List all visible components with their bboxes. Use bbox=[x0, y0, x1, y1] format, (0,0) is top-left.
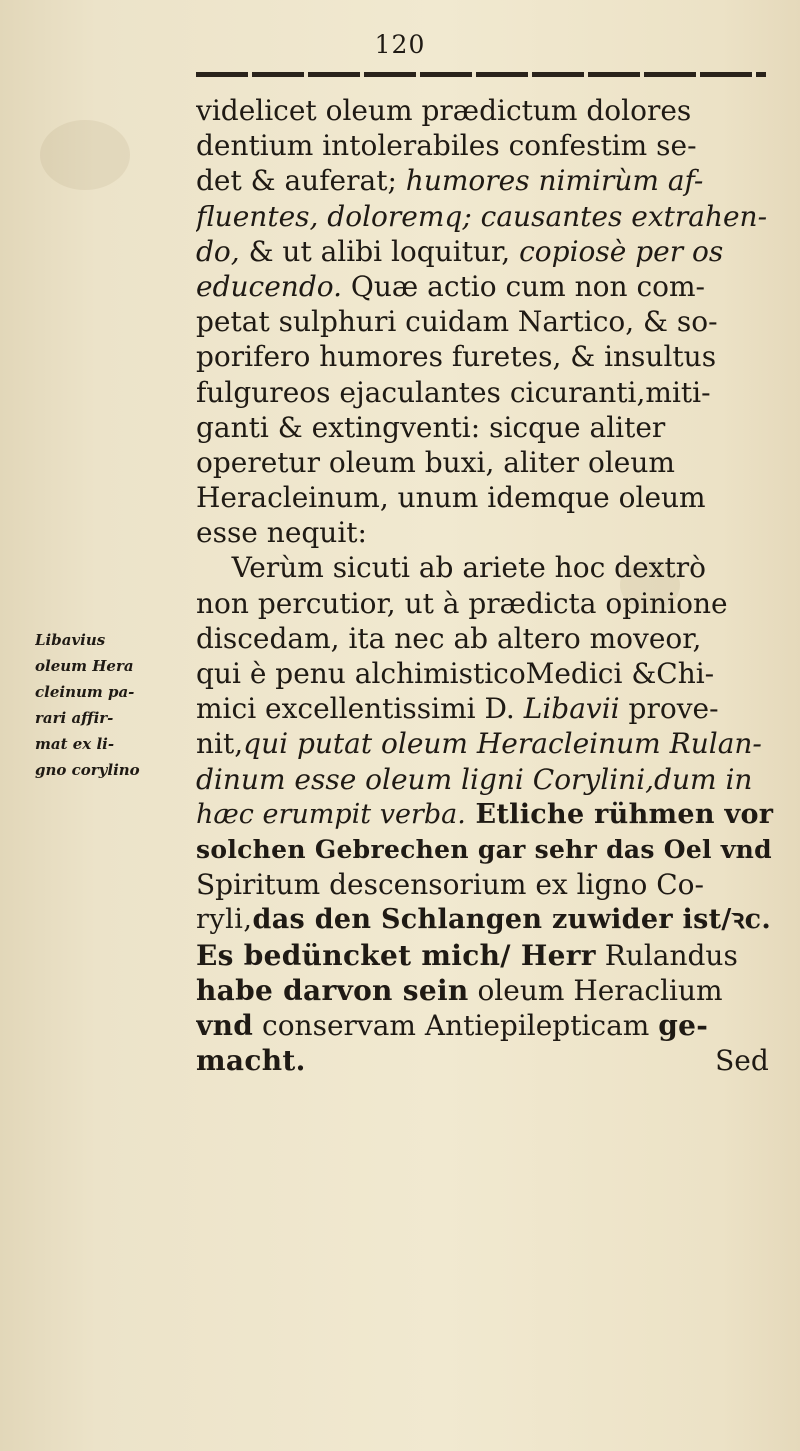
text-line bbox=[196, 128, 776, 163]
text-segment: copiosè per os bbox=[519, 234, 724, 268]
page-number: 120 bbox=[374, 30, 426, 59]
text-segment: ryli, bbox=[196, 904, 253, 936]
text-segment: habe darvon sein bbox=[196, 973, 469, 1007]
header-rule bbox=[196, 72, 766, 77]
text-line bbox=[196, 797, 776, 832]
text-segment: dentium intolerabiles confestim se- bbox=[196, 129, 697, 163]
text-segment: Verùm sicuti ab ariete hoc dextrò bbox=[196, 551, 706, 585]
text-segment: porifero humores furetes, & insultus bbox=[196, 340, 717, 374]
text-segment: non percutior, ut à prædicta opinione bbox=[196, 586, 728, 620]
text-segment: ganti & extingventi: sicque aliter bbox=[196, 410, 666, 444]
text-line bbox=[196, 339, 776, 374]
text-line bbox=[196, 163, 776, 198]
text-segment: Rulandus bbox=[595, 938, 738, 972]
text-segment: & ut alibi loquitur, bbox=[239, 234, 520, 268]
text-segment: ge- bbox=[658, 1008, 709, 1042]
margin-note-line: gno corylino bbox=[35, 761, 140, 779]
text-line bbox=[196, 550, 776, 585]
text-segment: hæc erumpit verba. bbox=[196, 798, 466, 830]
text-segment: qui è penu alchimisticoMedici &Chi- bbox=[196, 657, 715, 690]
text-line bbox=[196, 199, 776, 234]
text-segment: vnd bbox=[196, 1008, 254, 1042]
text-segment: fluentes, doloremq; causantes extrahen- bbox=[196, 199, 768, 233]
text-line bbox=[196, 691, 776, 726]
text-segment: operetur oleum buxi, aliter oleum bbox=[196, 445, 675, 479]
text-segment: det & auferat; bbox=[196, 164, 406, 198]
text-segment: oleum Heraclium bbox=[468, 973, 723, 1007]
text-line bbox=[196, 1043, 776, 1078]
text-segment: videlicet oleum prædictum dolores bbox=[196, 94, 692, 127]
text-line bbox=[196, 269, 776, 304]
text-segment: Quæ actio cum non com- bbox=[342, 269, 706, 303]
text-segment: Sed bbox=[305, 1044, 769, 1078]
text-line bbox=[196, 726, 776, 761]
text-segment: Etliche rühmen vor bbox=[465, 798, 774, 830]
text-line bbox=[196, 480, 776, 515]
paper-stain bbox=[40, 120, 130, 190]
text-segment: do, bbox=[196, 234, 240, 268]
text-line bbox=[196, 1008, 776, 1043]
text-line bbox=[196, 234, 776, 269]
text-segment: humores nimirùm af- bbox=[405, 164, 704, 198]
text-segment: educendo. bbox=[196, 269, 343, 303]
text-segment: das den Schlangen zuwider ist/ꝛc. bbox=[252, 904, 772, 936]
text-segment: solchen Gebrechen gar sehr das Oel vnd bbox=[196, 834, 772, 864]
text-segment: macht. bbox=[196, 1044, 306, 1078]
body-text bbox=[196, 93, 776, 1078]
text-segment: discedam, ita nec ab altero moveor, bbox=[196, 621, 702, 655]
text-segment: qui putat oleum Heracleinum Rulan- bbox=[243, 727, 762, 761]
text-line bbox=[196, 375, 776, 410]
text-segment: Libavii bbox=[523, 692, 620, 726]
text-segment: Heracleinum, unum idemque oleum bbox=[196, 481, 706, 515]
text-segment: Spiritum descensorium ex ligno Co- bbox=[196, 868, 704, 902]
text-line bbox=[196, 304, 776, 339]
text-segment: petat sulphuri cuidam Nartico, & so- bbox=[196, 305, 718, 339]
margin-note bbox=[35, 627, 195, 783]
text-segment: dinum esse oleum ligni Corylini,dum in bbox=[196, 762, 753, 796]
text-line bbox=[196, 410, 776, 445]
margin-note-line: Libavius bbox=[35, 631, 106, 649]
text-segment: Es bedüncket mich/ Herr bbox=[196, 938, 596, 972]
text-line bbox=[196, 586, 776, 621]
text-line bbox=[196, 762, 776, 797]
text-segment: fulgureos ejaculantes cicuranti,miti- bbox=[196, 375, 711, 409]
margin-note-line: oleum Hera bbox=[35, 657, 134, 675]
margin-note-line: mat ex li- bbox=[35, 735, 115, 753]
text-line bbox=[196, 656, 776, 691]
text-line bbox=[196, 515, 776, 550]
text-segment: esse nequit: bbox=[196, 516, 367, 550]
text-segment: conservam Antiepilepticam bbox=[253, 1008, 659, 1042]
text-line bbox=[196, 938, 776, 973]
text-line bbox=[196, 445, 776, 480]
text-line bbox=[196, 621, 776, 656]
text-segment: prove- bbox=[619, 692, 719, 726]
margin-note-line: cleinum pa- bbox=[35, 683, 135, 701]
text-line bbox=[196, 867, 776, 902]
text-line bbox=[196, 832, 776, 867]
margin-note-line: rari affir- bbox=[35, 709, 114, 727]
text-line bbox=[196, 902, 776, 937]
text-segment: mici excellentissimi D. bbox=[196, 692, 524, 726]
text-line bbox=[196, 973, 776, 1008]
text-segment: nit, bbox=[196, 727, 244, 761]
text-line bbox=[196, 93, 776, 128]
